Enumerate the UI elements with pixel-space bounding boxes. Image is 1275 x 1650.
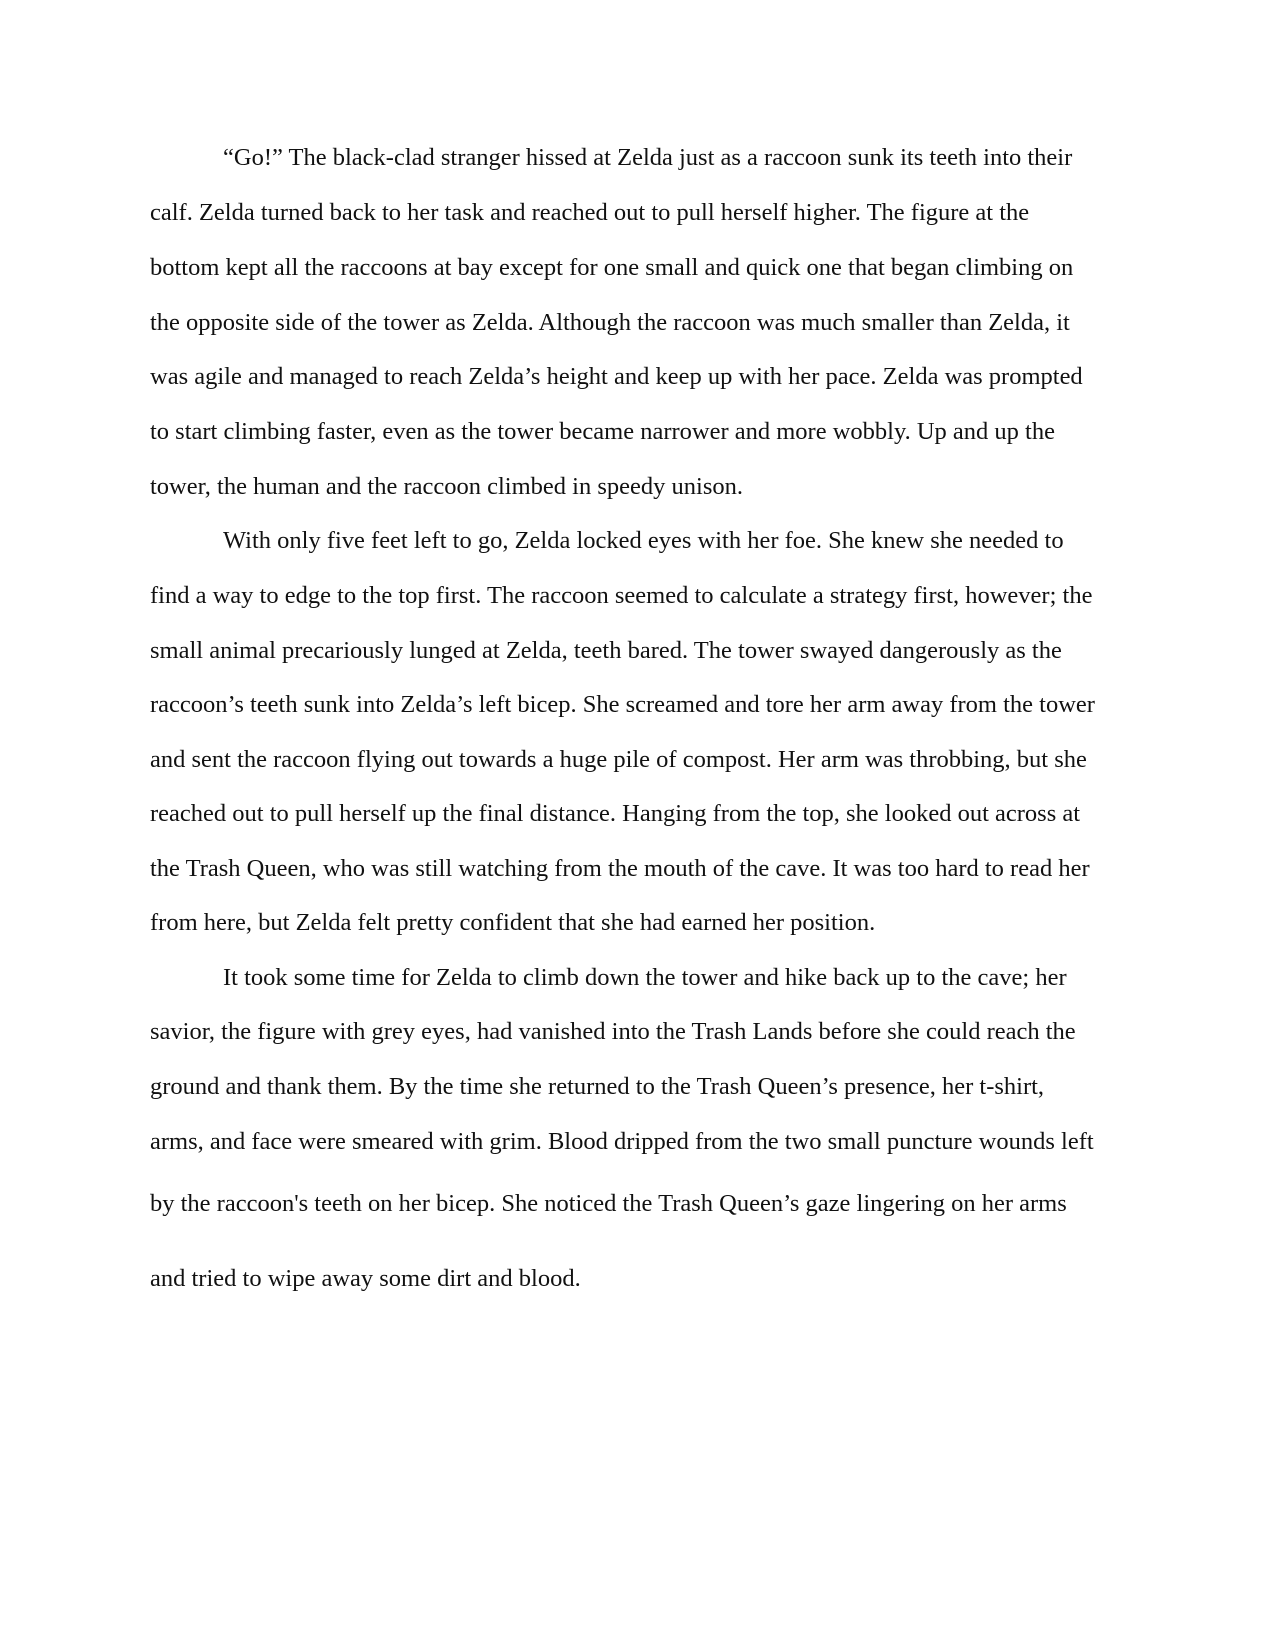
paragraph-3-line-1: It took some time for Zelda to climb down the tower and hike back up to the cave; her (223, 964, 1067, 991)
paragraph-3-line-2: savior, the figure with grey eyes, had vanished into the Trash Lands before she could reach the (150, 1018, 1076, 1045)
paragraph-2-line-2: find a way to edge to the top first. The raccoon seemed to calculate a strategy first, however; the (150, 582, 1093, 609)
paragraph-1-line-4: the opposite side of the tower as Zelda. Although the raccoon was much smaller than Zelda, it (150, 309, 1070, 336)
paragraph-3-line-4: arms, and face were smeared with grim. Blood dripped from the two small puncture wounds left (150, 1128, 1094, 1155)
paragraph-2-line-8: from here, but Zelda felt pretty confident that she had earned her position. (150, 909, 876, 936)
paragraph-2-line-4: raccoon’s teeth sunk into Zelda’s left bicep. She screamed and tore her arm away from the tower (150, 691, 1095, 718)
paragraph-3-line-5: by the raccoon's teeth on her bicep. She noticed the Trash Queen’s gaze lingering on her arms (150, 1190, 1067, 1217)
paragraph-2-line-3: small animal precariously lunged at Zelda, teeth bared. The tower swayed dangerously as the (150, 637, 1062, 664)
paragraph-1-line-6: to start climbing faster, even as the tower became narrower and more wobbly. Up and up the (150, 418, 1055, 445)
paragraph-3-line-3: ground and thank them. By the time she returned to the Trash Queen’s presence, her t-shirt, (150, 1073, 1045, 1100)
paragraph-2-line-5: and sent the raccoon flying out towards a huge pile of compost. Her arm was throbbing, but she (150, 746, 1087, 773)
paragraph-1-line-1: “Go!” The black-clad stranger hissed at Zelda just as a raccoon sunk its teeth into their (223, 144, 1073, 171)
paragraph-1-line-7: tower, the human and the raccoon climbed in speedy unison. (150, 473, 743, 500)
paragraph-3-line-6: and tried to wipe away some dirt and blood. (150, 1265, 581, 1292)
paragraph-2-line-6: reached out to pull herself up the final distance. Hanging from the top, she looked out across at (150, 800, 1081, 827)
paragraph-2-line-1: With only five feet left to go, Zelda locked eyes with her foe. She knew she needed to (223, 527, 1064, 554)
paragraph-1-line-5: was agile and managed to reach Zelda’s height and keep up with her pace. Zelda was prompted (150, 363, 1083, 390)
paragraph-2-line-7: the Trash Queen, who was still watching from the mouth of the cave. It was too hard to read her (150, 855, 1090, 882)
paragraph-1-line-3: bottom kept all the raccoons at bay except for one small and quick one that began climbing on (150, 254, 1074, 281)
paragraph-1-line-2: calf. Zelda turned back to her task and reached out to pull herself higher. The figure at the (150, 199, 1030, 226)
